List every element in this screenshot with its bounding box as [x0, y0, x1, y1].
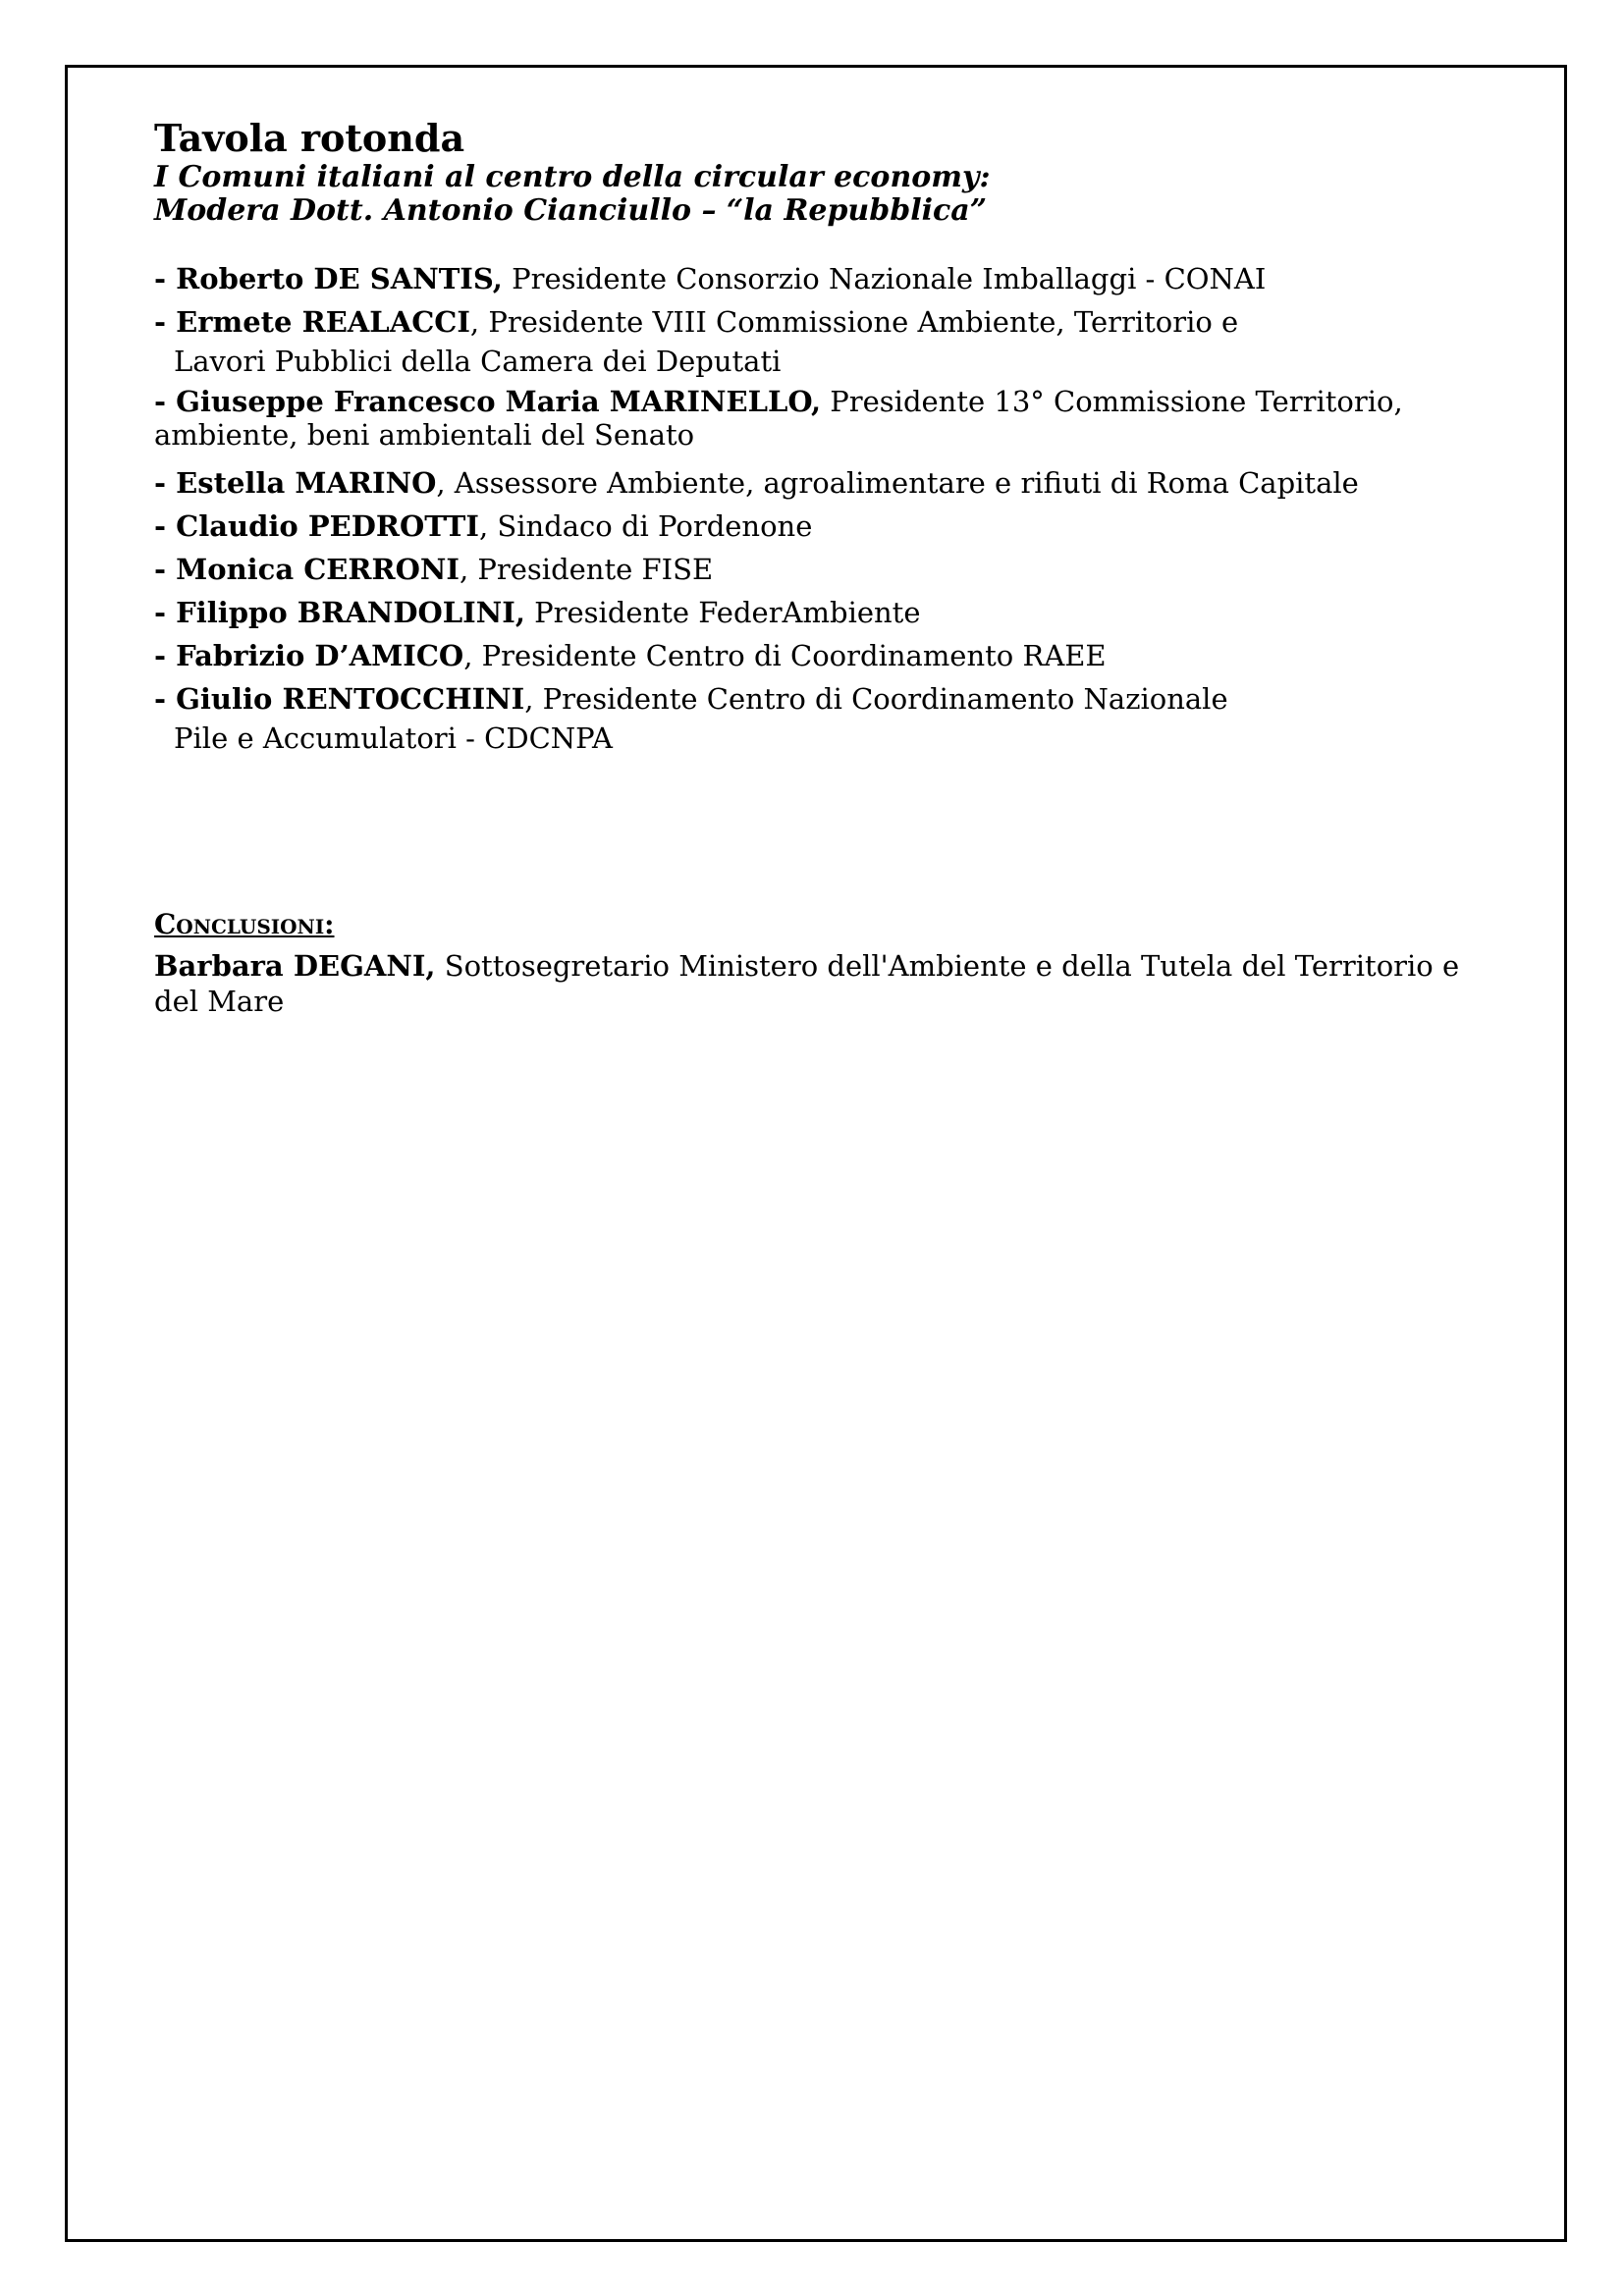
subtitle-line-1: I Comuni italiani al centro della circular economy: [154, 160, 991, 194]
speaker-item [154, 302, 1489, 381]
speaker-role-continued: Lavori Pubblici della Camera dei Deputati [174, 345, 782, 378]
speaker-item [154, 259, 1489, 298]
speaker-role: , Sindaco di Pordenone [478, 509, 813, 543]
speaker-item [154, 550, 1489, 589]
conclusions-heading: Conclusioni: [154, 908, 335, 940]
speaker-name: - Filippo BRANDOLINI, [154, 596, 525, 629]
speaker-role: , Presidente Centro di Coordinamento RAEE [463, 639, 1107, 672]
speaker-role: , Presidente Centro di Coordinamento Nazionale [524, 682, 1228, 716]
speaker-name: - Monica CERRONI [154, 553, 460, 586]
speaker-role: Presidente FederAmbiente [524, 596, 921, 629]
speaker-item [154, 463, 1489, 503]
speaker-name: - Claudio PEDROTTI [154, 509, 479, 543]
speaker-role: Presidente 13° Commissione Territorio, ambiente, beni ambientali del Senato [154, 385, 1403, 452]
speaker-role: , Assessore Ambiente, agroalimentare e rifiuti di Roma Capitale [436, 466, 1359, 500]
speaker-item [154, 593, 1489, 632]
speaker-role-continued: Pile e Accumulatori - CDCNPA [174, 721, 613, 755]
speaker-role: Presidente Consorzio Nazionale Imballaggi - CONAI [502, 262, 1267, 295]
conclusions-speaker-name: Barbara DEGANI, [154, 949, 436, 983]
speaker-role: , Presidente VIII Commissione Ambiente, Territorio e [469, 305, 1239, 339]
speaker-list [154, 259, 1489, 758]
speaker-name: - Roberto DE SANTIS, [154, 262, 503, 295]
document-content [154, 116, 1489, 1019]
conclusions-speaker-role: Sottosegretario Ministero dell'Ambiente e della Tutela del Territorio e del Mare [154, 949, 1460, 1018]
speaker-item [154, 385, 1489, 452]
subtitle-line-2: Modera Dott. Antonio Cianciullo – “la Repubblica” [154, 193, 987, 228]
speaker-item [154, 636, 1489, 675]
conclusions-section [154, 905, 1489, 1019]
speaker-item [154, 507, 1489, 546]
conclusions-speaker [154, 948, 1489, 1019]
speaker-role: , Presidente FISE [459, 553, 714, 586]
speaker-item [154, 679, 1489, 758]
speaker-name: - Giuseppe Francesco Maria MARINELLO, [154, 385, 822, 418]
speaker-name: - Giulio RENTOCCHINI [154, 682, 525, 716]
speaker-name: - Ermete REALACCI [154, 305, 470, 339]
page-title: Tavola rotonda [154, 116, 465, 160]
speaker-name: - Estella MARINO [154, 466, 437, 500]
speaker-name: - Fabrizio D’AMICO [154, 639, 464, 672]
